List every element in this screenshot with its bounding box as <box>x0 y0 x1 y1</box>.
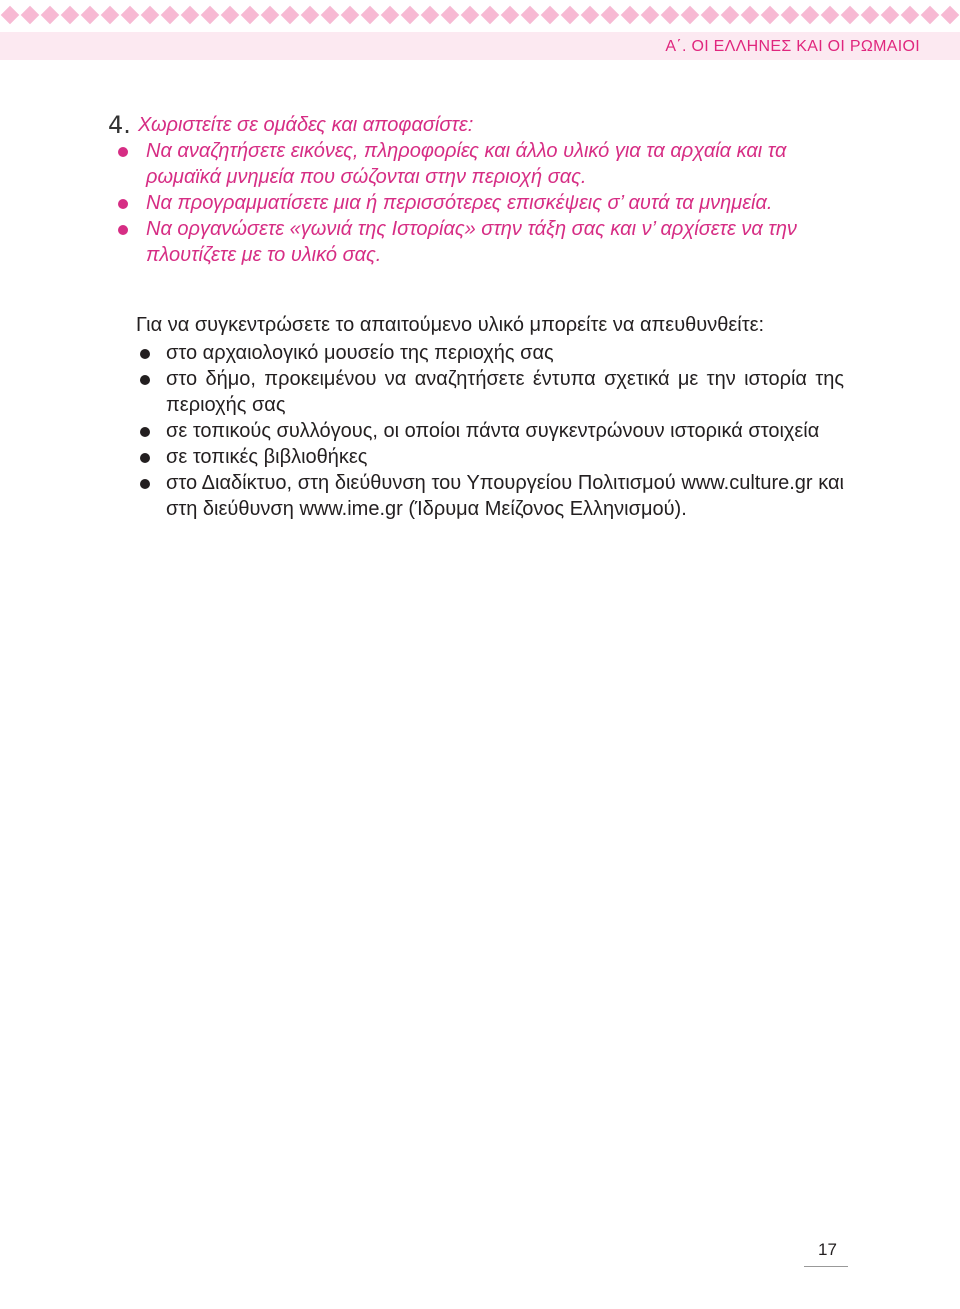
diamond-ornament <box>460 5 480 25</box>
activity-block <box>108 112 848 268</box>
diamond-ornament <box>140 5 160 25</box>
sources-list <box>108 340 844 522</box>
bullet-icon <box>118 199 128 209</box>
sources-block <box>108 312 844 522</box>
source-item: στο αρχαιολογικό μουσείο της περιοχής σας <box>166 340 844 366</box>
diamond-ornament <box>260 5 280 25</box>
diamond-ornament <box>420 5 440 25</box>
diamond-ornament <box>900 5 920 25</box>
diamond-ornament <box>740 5 760 25</box>
diamond-ornament <box>60 5 80 25</box>
diamond-ornament <box>160 5 180 25</box>
diamond-ornament <box>600 5 620 25</box>
page-number-rule <box>804 1266 848 1267</box>
diamond-ornament <box>280 5 300 25</box>
diamond-ornament <box>80 5 100 25</box>
diamond-ornament <box>180 5 200 25</box>
diamond-ornament <box>720 5 740 25</box>
diamond-ornament <box>920 5 940 25</box>
diamond-ornament <box>440 5 460 25</box>
diamond-ornament <box>540 5 560 25</box>
diamond-ornament <box>640 5 660 25</box>
activity-item: Να αναζητήσετε εικόνες, πληροφορίες και άλλο υλικό για τα αρχαία και τα ρωμαϊκά μνημεία που σώζονται στην περιοχή σας. <box>146 138 848 190</box>
activity-item: Να προγραμματίσετε μια ή περισσότερες επισκέψεις σ’ αυτά τα μνημεία. <box>146 190 848 216</box>
diamond-ornament <box>320 5 340 25</box>
diamond-ornament <box>700 5 720 25</box>
source-item: σε τοπικούς συλλόγους, οι οποίοι πάντα συγκεντρώνουν ιστορικά στοιχεία <box>166 418 844 444</box>
diamond-ornament <box>380 5 400 25</box>
diamond-ornament <box>480 5 500 25</box>
diamond-ornament <box>580 5 600 25</box>
source-item: στο Διαδίκτυο, στη διεύθυνση του Υπουργείου Πολιτισμού www.culture.gr και στη διεύθυνση www.ime.gr (Ίδρυμα Μείζονος Ελληνισμού). <box>166 470 844 522</box>
sources-lead: Για να συγκεντρώσετε το απαιτούμενο υλικό μπορείτε να απευθυνθείτε: <box>136 314 765 336</box>
source-item: στο δήμο, προκειμένου να αναζητήσετε έντυπα σχετικά με την ιστορία της περιοχής σας <box>166 366 844 418</box>
diamond-ornament <box>620 5 640 25</box>
diamond-ornament <box>780 5 800 25</box>
bullet-icon <box>140 349 150 359</box>
diamond-ornament <box>820 5 840 25</box>
diamond-ornament <box>400 5 420 25</box>
diamond-ornament <box>220 5 240 25</box>
page-number: 17 <box>818 1240 837 1259</box>
bullet-icon <box>140 427 150 437</box>
activity-list <box>108 138 848 268</box>
diamond-ornament <box>560 5 580 25</box>
diamond-ornament <box>360 5 380 25</box>
diamond-ornament <box>760 5 780 25</box>
activity-intro: Χωριστείτε σε ομάδες και αποφασίστε: <box>138 114 474 136</box>
activity-number: 4. <box>108 111 131 139</box>
diamond-ornament <box>100 5 120 25</box>
diamond-ornament <box>800 5 820 25</box>
bullet-icon <box>118 225 128 235</box>
diamond-ornament <box>300 5 320 25</box>
bullet-icon <box>140 375 150 385</box>
activity-item: Να οργανώσετε «γωνιά της Ιστορίας» στην τάξη σας και ν’ αρχίσετε να την πλουτίζετε με το υλικό σας. <box>146 216 848 268</box>
bullet-icon <box>118 147 128 157</box>
diamond-ornament <box>240 5 260 25</box>
diamond-ornament <box>520 5 540 25</box>
decorative-diamond-border <box>0 2 960 28</box>
diamond-ornament <box>860 5 880 25</box>
chapter-title: Α΄. ΟΙ ΕΛΛΗΝΕΣ ΚΑΙ ΟΙ ΡΩΜΑΙΟΙ <box>665 38 920 55</box>
bullet-icon <box>140 479 150 489</box>
diamond-ornament <box>340 5 360 25</box>
diamond-ornament <box>500 5 520 25</box>
diamond-ornament <box>880 5 900 25</box>
diamond-ornament <box>680 5 700 25</box>
diamond-ornament <box>940 5 960 25</box>
diamond-ornament <box>200 5 220 25</box>
diamond-ornament <box>0 5 20 25</box>
diamond-ornament <box>40 5 60 25</box>
diamond-ornament <box>20 5 40 25</box>
diamond-ornament <box>120 5 140 25</box>
bullet-icon <box>140 453 150 463</box>
diamond-ornament <box>660 5 680 25</box>
diamond-ornament <box>840 5 860 25</box>
source-item: σε τοπικές βιβλιοθήκες <box>166 444 844 470</box>
